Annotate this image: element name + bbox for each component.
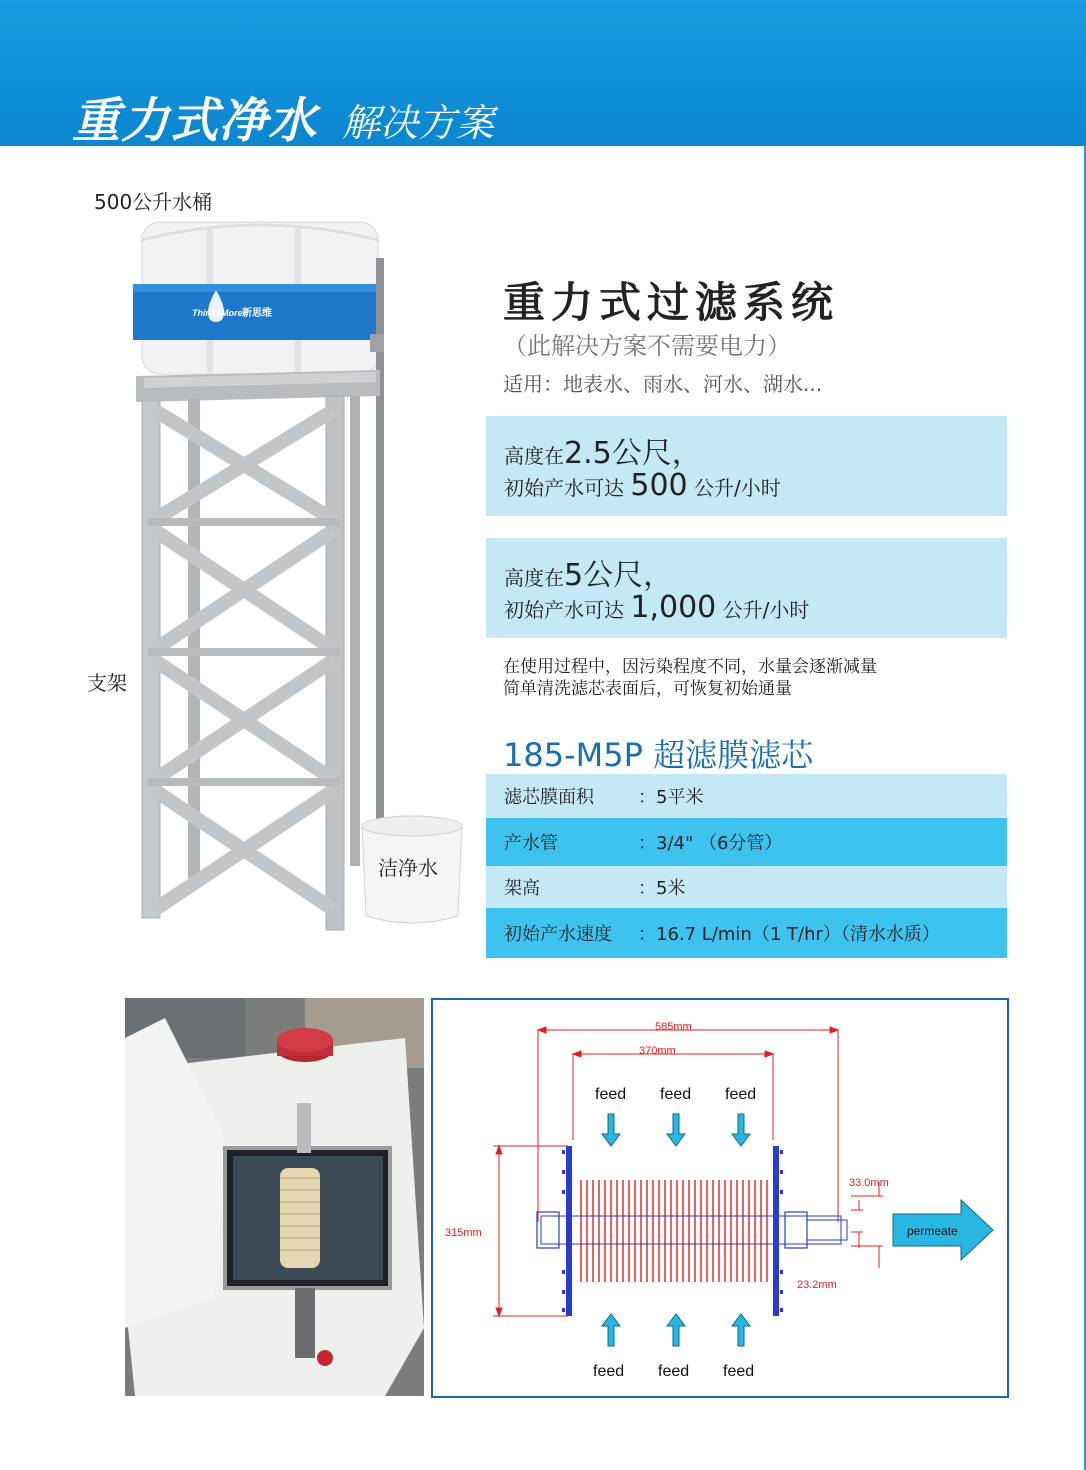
info-box-5m: [486, 538, 1007, 638]
box-prefix: 高度在: [504, 566, 564, 590]
spec-row: [486, 908, 1007, 958]
feed-arrow-down-icon: [732, 1114, 750, 1146]
box-line-height: [504, 428, 702, 472]
dim-315: 315mm: [445, 1227, 482, 1239]
logo-text-en: ThinksMore: [192, 308, 243, 318]
feed-label: feed: [595, 1086, 627, 1103]
section-applicable: 适用：地表水、雨水、河水、湖水...: [503, 372, 823, 396]
box-flow-value: 500: [630, 468, 688, 503]
box-flow-prefix: 初始产水可达: [504, 598, 631, 622]
end-plate-right: [773, 1146, 779, 1316]
feed-label: feed: [593, 1363, 625, 1380]
spec-value: ：5米: [638, 878, 686, 899]
core-tube: [541, 1216, 841, 1244]
dim-370: 370mm: [639, 1045, 676, 1057]
info-box-2-5m: [486, 416, 1007, 516]
product-photo: [125, 998, 424, 1396]
dim-33: 33.0mm: [849, 1177, 889, 1189]
spec-value: ：3/4" （6分管）: [638, 833, 783, 854]
feed-arrow-up-icon: [667, 1314, 685, 1346]
spec-row: [486, 818, 1007, 866]
section-title: 重力式过滤系统: [503, 278, 840, 327]
box-suffix: ，: [671, 436, 702, 471]
label-tank: 500公升水桶: [94, 190, 213, 214]
spec-key: 滤芯膜面积: [504, 787, 594, 808]
membrane-fins: [581, 1180, 767, 1282]
usage-note-2: 简单清洗滤芯表面后，可恢复初始通量: [503, 679, 792, 699]
box-flow-prefix: 初始产水可达: [504, 476, 631, 500]
water-tower-illustration: [80, 200, 500, 940]
feed-label: feed: [723, 1363, 755, 1380]
box-height-value: 5公尺: [564, 558, 644, 593]
product-name: 185-M5P 超滤膜滤芯: [503, 736, 814, 774]
dim-23: 23.2mm: [797, 1279, 837, 1291]
feed-label: feed: [660, 1086, 692, 1103]
box-flow-value: 1,000: [630, 590, 717, 625]
box-height-value: 2.5公尺: [564, 436, 672, 471]
label-stand: 支架: [87, 671, 127, 695]
spec-key: 产水管: [504, 833, 558, 854]
spec-key: 架高: [504, 878, 540, 899]
box-suffix: ，: [643, 558, 674, 593]
logo-text-cn: 新思维: [242, 308, 272, 319]
header-banner: [0, 0, 1086, 149]
feed-arrow-down-icon: [667, 1114, 685, 1146]
feed-label: feed: [725, 1086, 757, 1103]
header-title-light: 解决方案: [342, 101, 495, 145]
dim-585: 585mm: [655, 1021, 692, 1033]
box-line-height: [504, 550, 673, 594]
feed-arrow-up-icon: [732, 1314, 750, 1346]
spec-key: 初始产水速度: [504, 924, 612, 945]
spec-row: [486, 774, 1007, 818]
membrane-diagram: [431, 998, 1009, 1398]
label-clean-water: 洁净水: [378, 856, 438, 880]
feed-label: feed: [658, 1363, 690, 1380]
permeate-label: permeate: [907, 1224, 958, 1238]
spec-value: ：5平米: [638, 787, 704, 808]
box-flow-unit: 公升/小时: [716, 598, 810, 622]
box-flow-unit: 公升/小时: [687, 476, 781, 500]
feed-arrow-up-icon: [602, 1314, 620, 1346]
feed-arrow-down-icon: [602, 1114, 620, 1146]
box-prefix: 高度在: [504, 444, 564, 468]
spec-value: ：16.7 L/min（1 T/hr）（清水水质）: [638, 924, 940, 945]
end-plate-left: [566, 1146, 572, 1316]
box-line-flow: [504, 590, 809, 625]
header-title-bold: 重力式净水: [72, 93, 318, 149]
section-subtitle: （此解决方案不需要电力）: [503, 332, 791, 360]
usage-note-1: 在使用过程中，因污染程度不同，水量会逐渐减量: [503, 657, 877, 677]
spec-row: [486, 866, 1007, 908]
box-line-flow: [504, 468, 781, 503]
